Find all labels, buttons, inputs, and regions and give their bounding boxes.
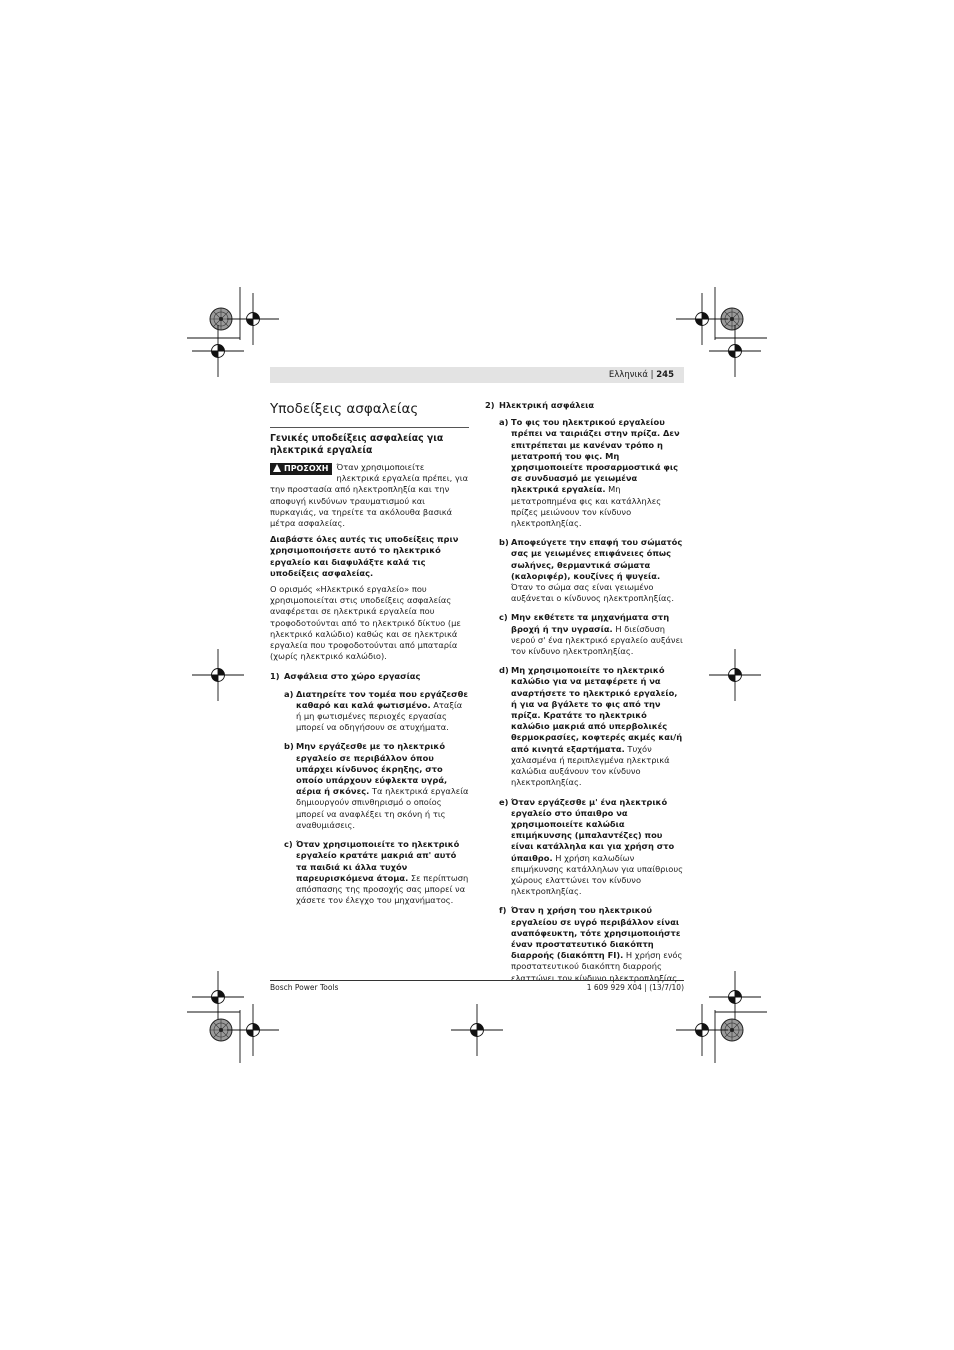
section-heading: 2) Ηλεκτρική ασφάλεια	[485, 400, 595, 410]
warning-paragraph	[270, 462, 469, 529]
footer-brand: Bosch Power Tools	[270, 983, 339, 992]
list-item: a) Διατηρείτε τον τομέα που εργάζεσθε καθαρό και καλά φωτισμένο. Αταξία ή μη φωτισμένες περιοχές εργασίας μπορεί να οδηγήσουν σε ατυχήματα.	[284, 688, 468, 733]
header-separator: |	[650, 370, 654, 380]
title-rule	[270, 427, 469, 428]
list-item: b) Αποφεύγετε την επαφή του σώματός σας με γειωμένες επιφάνειες όπως σωλήνες, θερμαντικά σώματα (καλοριφέρ), κουζίνες ή ψυγεία. Όταν το σώμα σας είναι γειωμένο αυξάνεται ο κίνδυνος ηλεκτροπληξίας.	[499, 537, 683, 604]
warning-icon	[273, 464, 281, 472]
warning-text: Όταν χρησιμοποιείτε ηλεκτρικά εργαλεία πρέπει, για την προστασία από ηλεκτροπληξία και την αποφυγή κινδύνων τραυματισμού και πυρκαγιάς, να τηρείτε τα ακόλουθα βασικά μέτρα ασφαλείας.	[270, 462, 469, 529]
section-heading: 1) Ασφάλεια στο χώρο εργασίας	[270, 671, 421, 682]
list-item: a) Το φις του ηλεκτρικού εργαλείου πρέπει να ταιριάζει στην πρίζα. Δεν επιτρέπεται με κανέναν τρόπο η μετατροπή του φις. Μη χρησιμοποιείτε προσαρμοστικά φις σε συνδυασμό με γειωμένα ηλεκτρικά εργαλεία. Μη μετατροπημένα φις και κατάλληλες πρίζες μειώνουν τον κίνδυνο ηλεκτροπληξίας.	[499, 417, 680, 529]
list-item: c) Μην εκθέτετε τα μηχανήματα στη βροχή ή την υγρασία. Η διείσδυση νερού σ' ένα ηλεκτρικό εργαλείο αυξάνει τον κίνδυνο ηλεκτροπληξίας.	[499, 612, 683, 657]
footer-docnumber: 1 609 929 X04 | (13/7/10)	[586, 983, 684, 992]
list-item: d) Μη χρησιμοποιείτε το ηλεκτρικό καλώδιο για να μεταφέρετε ή να αναρτήσετε το ηλεκτρικό εργαλείο, ή για να βγάλετε το φις από την πρίζα. Κρατάτε το ηλεκτρικό καλώδιο μακριά από υπερβολικές θερμοκρασίες, κοφτερές ακμές και/ή από κινητά εξαρτήματα. Τυχόν χαλασμένα ή περιπλεγμένα ηλεκτρικά καλώδια αυξάνουν τον κίνδυνο ηλεκτροπληξίας.	[499, 665, 683, 788]
list-item: b) Μην εργάζεσθε με το ηλεκτρικό εργαλείο σε περιβάλλον όπου υπάρχει κίνδυνος έκρηξης, στο οποίο υπάρχουν εύφλεκτα υγρά, αέρια ή σκόνες. Τα ηλεκτρικά εργαλεία δημιουργούν σπινθηρισμό ο οποίος μπορεί να αναφλέξει τη σκόνη ή τις αναθυμιάσεις.	[284, 741, 469, 830]
right-column	[485, 400, 684, 992]
list-item: c) Όταν χρησιμοποιείτε το ηλεκτρικό εργαλείο κρατάτε μακριά απ' αυτό τα παιδιά κι άλλα τυχόν παρευρισκόμενα άτομα. Σε περίπτωση απόσπασης της προσοχής σας μπορεί να χάσετε τον έλεγχο του μηχανήματος.	[284, 839, 469, 906]
section-subtitle: Γενικές υποδείξεις ασφαλείας για ηλεκτρικά εργαλεία	[270, 433, 444, 456]
definition-text: Ο ορισμός «Ηλεκτρικό εργαλείο» που χρησιμοποιείται στις υποδείξεις ασφαλείας αναφέρεται σε ηλεκτρικά εργαλεία που τροφοδοτούνται από το ηλεκτρικό δίκτυο (με ηλεκτρικό καλώδιο) καθώς και σε ηλεκτρικά εργαλεία που τροφοδοτούνται από μπαταρία (χωρίς ηλεκτρικό καλώδιο).	[270, 584, 461, 662]
intro-bold: Διαβάστε όλες αυτές τις υποδείξεις πριν χρησιμοποιήσετε αυτό το ηλεκτρικό εργαλείο και διαφυλάξτε καλά τις υποδείξεις ασφαλείας.	[270, 534, 459, 578]
footer-rule	[270, 980, 684, 981]
page-title: Υποδείξεις ασφαλείας	[270, 401, 419, 417]
list-item: e) Όταν εργάζεσθε μ' ένα ηλεκτρικό εργαλείο στο ύπαιθρο να χρησιμοποιείτε καλώδια επιμήκυνσης (μπαλαντέζες) που είναι κατάλληλα και για χρήση στο ύπαιθρο. Η χρήση καλωδίων επιμήκυνσης κατάλληλων για υπαίθριους χώρους ελαττώνει τον κίνδυνο ηλεκτροπληξίας.	[499, 796, 683, 897]
list-item: f) Όταν η χρήση του ηλεκτρικού εργαλείου σε υγρό περιβάλλον είναι αναπόφευκτη, τότε χρησιμοποιήστε έναν προστατευτικό διακόπτη διαρροής (διακόπτη FI). Η χρήση ενός προστατευτικού διακόπτη διαρροής ελαττώνει τον κίνδυνο ηλεκτροπληξίας.	[499, 905, 683, 983]
header-language: Ελληνικά	[608, 370, 648, 380]
left-column	[270, 398, 469, 914]
page-number: 245	[656, 370, 674, 380]
warning-badge: ΠΡΟΣΟΧΗ	[270, 463, 332, 475]
running-header	[270, 367, 684, 383]
